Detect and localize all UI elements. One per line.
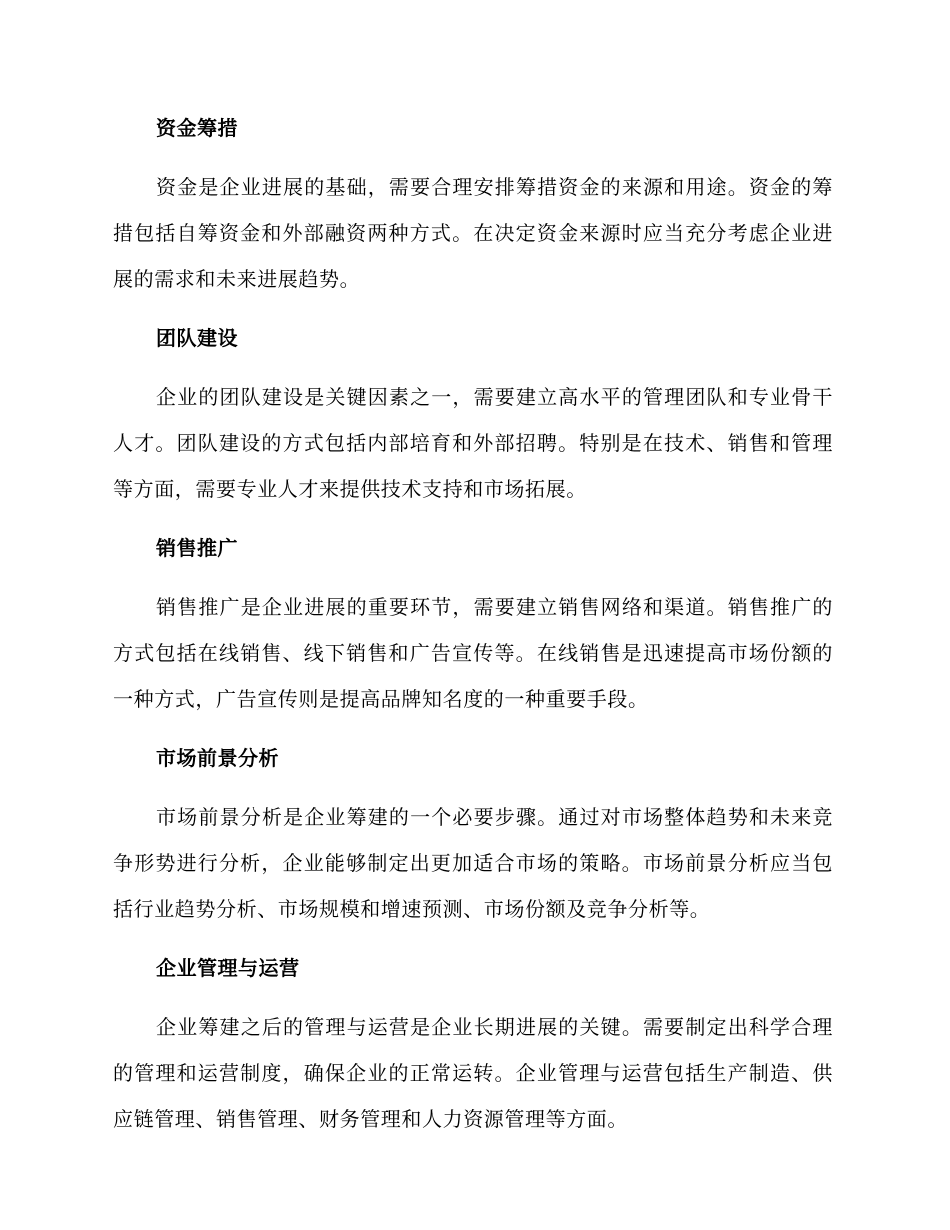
- section-team: [113, 322, 833, 512]
- section-heading: 市场前景分析: [156, 746, 279, 770]
- section-paragraph: 市场前景分析是企业筹建的一个必要步骤。通过对市场整体趋势和未来竞争形势进行分析，企业能够制定出更加适合市场的策略。市场前景分析应当包括行业趋势分析、市场规模和增速预测、市场份额及竞争分析等。: [113, 805, 833, 921]
- section-market: [113, 742, 833, 932]
- section-paragraph: 资金是企业进展的基础，需要合理安排筹措资金的来源和用途。资金的筹措包括自筹资金和外部融资两种方式。在决定资金来源时应当充分考虑企业进展的需求和未来进展趋势。: [113, 175, 833, 291]
- section-heading: 团队建设: [156, 326, 238, 350]
- section-funding: [113, 112, 833, 302]
- section-management: [113, 952, 833, 1142]
- section-paragraph: 销售推广是企业进展的重要环节，需要建立销售网络和渠道。销售推广的方式包括在线销售、线下销售和广告宣传等。在线销售是迅速提高市场份额的一种方式，广告宣传则是提高品牌知名度的一种重要手段。: [113, 595, 833, 711]
- document-body: [113, 112, 833, 1162]
- section-paragraph: 企业的团队建设是关键因素之一，需要建立高水平的管理团队和专业骨干人才。团队建设的方式包括内部培育和外部招聘。特别是在技术、销售和管理等方面，需要专业人才来提供技术支持和市场拓展。: [113, 385, 833, 501]
- section-heading: 销售推广: [156, 536, 238, 560]
- section-heading: 企业管理与运营: [156, 956, 300, 980]
- section-paragraph: 企业筹建之后的管理与运营是企业长期进展的关键。需要制定出科学合理的管理和运营制度，确保企业的正常运转。企业管理与运营包括生产制造、供应链管理、销售管理、财务管理和人力资源管理等方面。: [113, 1015, 833, 1131]
- section-heading: 资金筹措: [156, 116, 238, 140]
- section-sales: [113, 532, 833, 722]
